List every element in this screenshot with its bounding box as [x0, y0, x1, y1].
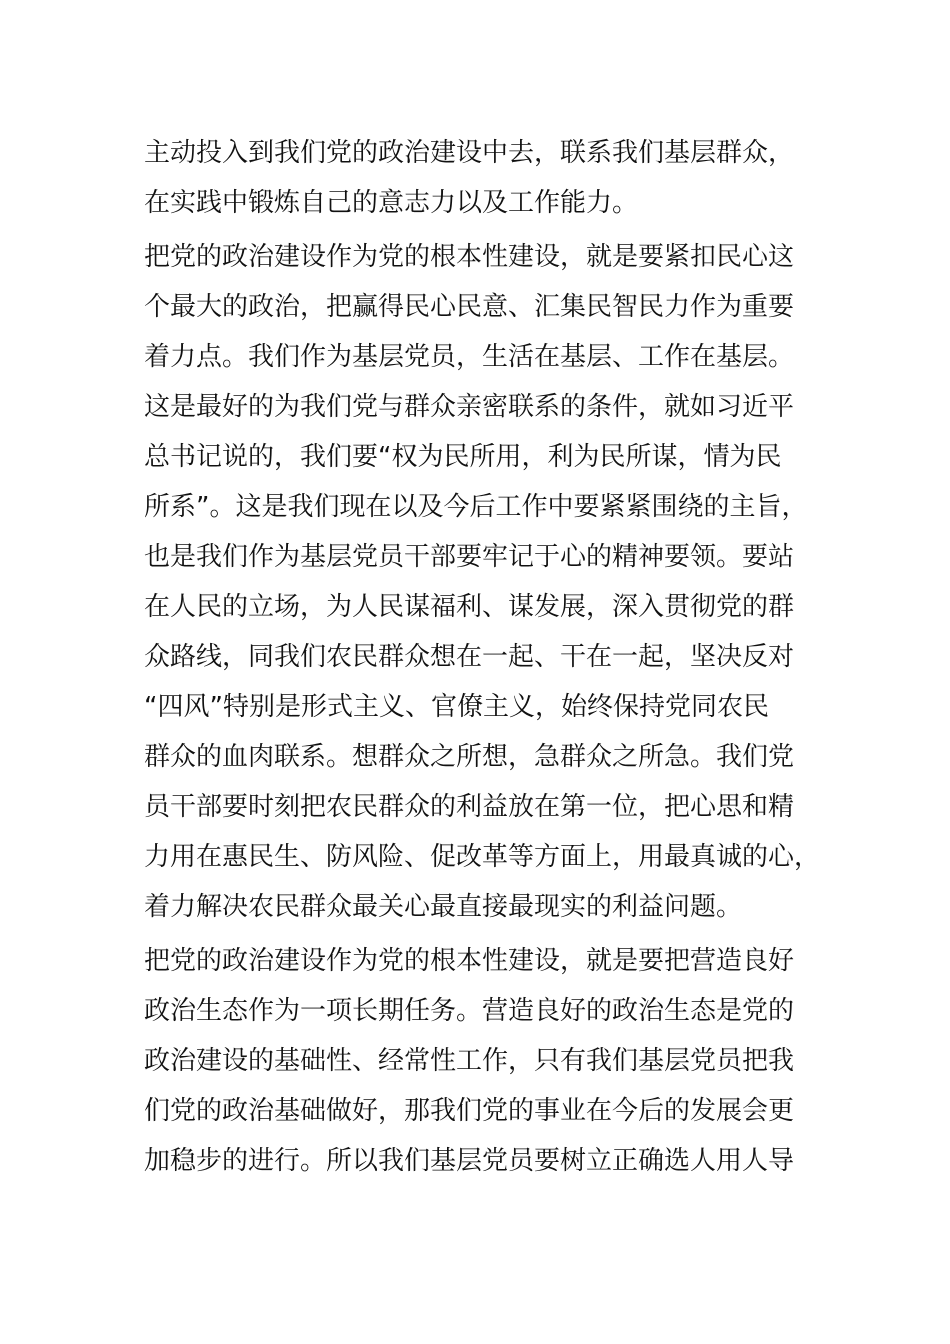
text-line: 也是我们作为基层党员干部要牢记于心的精神要领。要站 — [144, 542, 795, 572]
text-line: 个最大的政治，把赢得民心民意、汇集民智民力作为重要 — [144, 292, 795, 322]
text-line: 在人民的立场，为人民谋福利、谋发展，深入贯彻党的群 — [144, 592, 795, 622]
paragraph-2 — [144, 232, 824, 932]
text-line: 着力点。我们作为基层党员，生活在基层、工作在基层。 — [144, 342, 795, 372]
text-line: 加稳步的进行。所以我们基层党员要树立正确选人用人导 — [144, 1146, 795, 1176]
paragraph-3 — [144, 936, 824, 1186]
text-line: 总书记说的，我们要“权为民所用，利为民所谋，情为民 — [144, 442, 782, 472]
text-line: 把党的政治建设作为党的根本性建设，就是要紧扣民心这 — [144, 242, 795, 272]
text-line: 众路线，同我们农民群众想在一起、干在一起，坚决反对 — [144, 642, 795, 672]
text-line: 把党的政治建设作为党的根本性建设，就是要把营造良好 — [144, 946, 795, 976]
text-line: 主动投入到我们党的政治建设中去，联系我们基层群众， — [144, 138, 795, 168]
text-line: 们党的政治基础做好，那我们党的事业在今后的发展会更 — [144, 1096, 795, 1126]
body-text — [144, 128, 824, 1186]
text-line: 这是最好的为我们党与群众亲密联系的条件，就如习近平 — [144, 392, 795, 422]
text-line: 政治生态作为一项长期任务。营造良好的政治生态是党的 — [144, 996, 795, 1026]
text-line: 群众的血肉联系。想群众之所想，急群众之所急。我们党 — [144, 742, 795, 772]
text-line: 员干部要时刻把农民群众的利益放在第一位，把心思和精 — [144, 792, 795, 822]
text-line: “四风”特别是形式主义、官僚主义，始终保持党同农民 — [144, 692, 769, 722]
text-line: 力用在惠民生、防风险、促改革等方面上，用最真诚的心， — [144, 842, 821, 872]
text-line: 着力解决农民群众最关心最直接最现实的利益问题。 — [144, 892, 743, 922]
text-line: 所系”。这是我们现在以及今后工作中要紧紧围绕的主旨， — [144, 492, 808, 522]
text-line: 在实践中锻炼自己的意志力以及工作能力。 — [144, 188, 639, 218]
text-line: 政治建设的基础性、经常性工作，只有我们基层党员把我 — [144, 1046, 795, 1076]
paragraph-1 — [144, 128, 824, 228]
